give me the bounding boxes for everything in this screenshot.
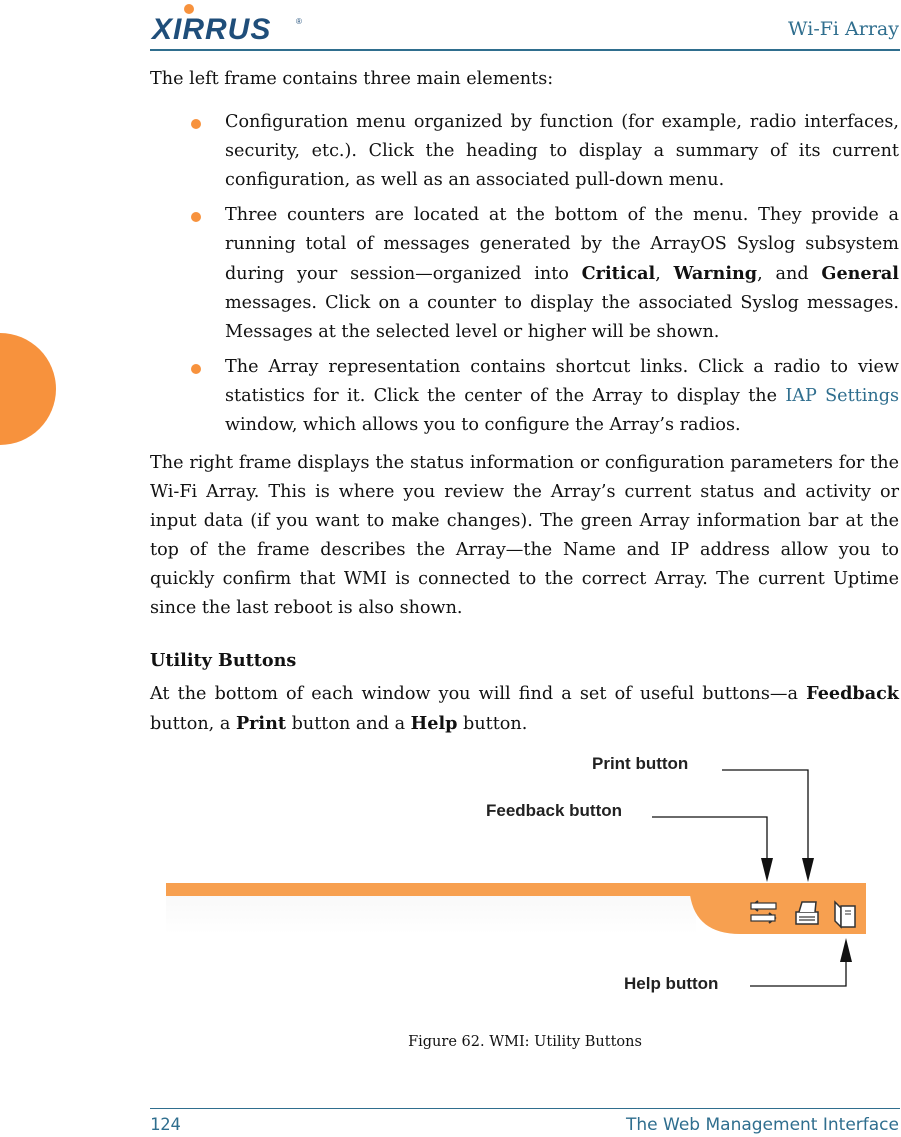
separator: , and <box>757 264 822 284</box>
bullet-text: window, which allows you to configure the Array’s radios. <box>225 415 741 435</box>
section-heading: Utility Buttons <box>150 650 297 671</box>
header-title: Wi-Fi Array <box>788 18 899 40</box>
logo-text: XIRRUS <box>152 13 272 42</box>
left-frame-bullet-list <box>150 108 899 446</box>
warning-term: Warning <box>673 263 758 284</box>
bullet-icon <box>191 364 201 374</box>
feedback-arrowhead <box>761 858 773 882</box>
bullet-text: Three counters are located at the bottom of the menu. They provide a running total of messages generated by the ArrayOS Syslog subsystem during your session—organized into <box>225 205 899 284</box>
window-content-area <box>166 896 696 934</box>
help-callout-line <box>750 962 846 986</box>
xirrus-logo <box>150 2 306 42</box>
bullet-icon <box>191 212 201 222</box>
utility-buttons-figure <box>0 740 901 1030</box>
help-icon[interactable] <box>835 902 855 927</box>
bullet-text: Configuration menu organized by function (for example, radio interfaces, security, etc.). Click the heading to display a summary of its current configuration, as well as an associated pull-down menu. <box>225 112 899 190</box>
bullet-text: The Array representation contains shortcut links. Click a radio to view statistics for it. Click the center of the Array to display the <box>225 357 899 406</box>
bullet-text: messages. Click on a counter to display the associated Syslog messages. Messages at the selected level or higher will be shown. <box>225 293 899 342</box>
paragraph-text: button. <box>457 714 528 734</box>
window-bottom-bar <box>166 883 866 896</box>
feedback-term: Feedback <box>806 683 899 704</box>
print-term: Print <box>235 713 287 734</box>
logo-registered-mark: ® <box>296 17 302 26</box>
paragraph-text: button and a <box>286 714 411 734</box>
page-number: 124 <box>150 1115 181 1135</box>
print-arrowhead <box>802 858 814 882</box>
iap-settings-link[interactable]: IAP Settings <box>785 386 899 406</box>
paragraph-text: button, a <box>150 714 236 734</box>
bullet-counters <box>150 201 899 347</box>
help-term: Help <box>410 713 458 734</box>
footer-divider <box>150 1108 900 1109</box>
bullet-array-representation <box>150 353 899 440</box>
intro-paragraph: The left frame contains three main elements: <box>150 69 554 89</box>
chapter-tab <box>0 333 56 445</box>
print-button-label: Print button <box>592 754 689 773</box>
footer-section-title: The Web Management Interface <box>626 1115 899 1135</box>
feedback-button-label: Feedback button <box>486 801 623 820</box>
paragraph-text: At the bottom of each window you will find a set of useful buttons—a <box>150 684 807 704</box>
critical-term: Critical <box>581 263 656 284</box>
bullet-config-menu <box>150 108 899 195</box>
print-callout-line <box>722 770 808 858</box>
help-arrowhead <box>840 938 852 962</box>
utility-buttons-paragraph <box>150 679 899 739</box>
general-term: General <box>821 263 899 284</box>
bullet-icon <box>191 119 201 129</box>
right-frame-paragraph: The right frame displays the status information or configuration parameters for the Wi-Fi Array. This is where you review the Array’s current status and activity or input data (if you want to make changes). The green Array information bar at the top of the frame describes the Array—the Name and IP address allow you to quickly confirm that WMI is connected to the correct Array. The current Uptime since the last reboot is also shown. <box>150 453 899 618</box>
feedback-callout-line <box>652 817 767 858</box>
separator: , <box>655 264 674 284</box>
figure-caption: Figure 62. WMI: Utility Buttons <box>408 1034 642 1050</box>
help-button-label: Help button <box>624 974 719 993</box>
header-divider <box>150 49 900 51</box>
